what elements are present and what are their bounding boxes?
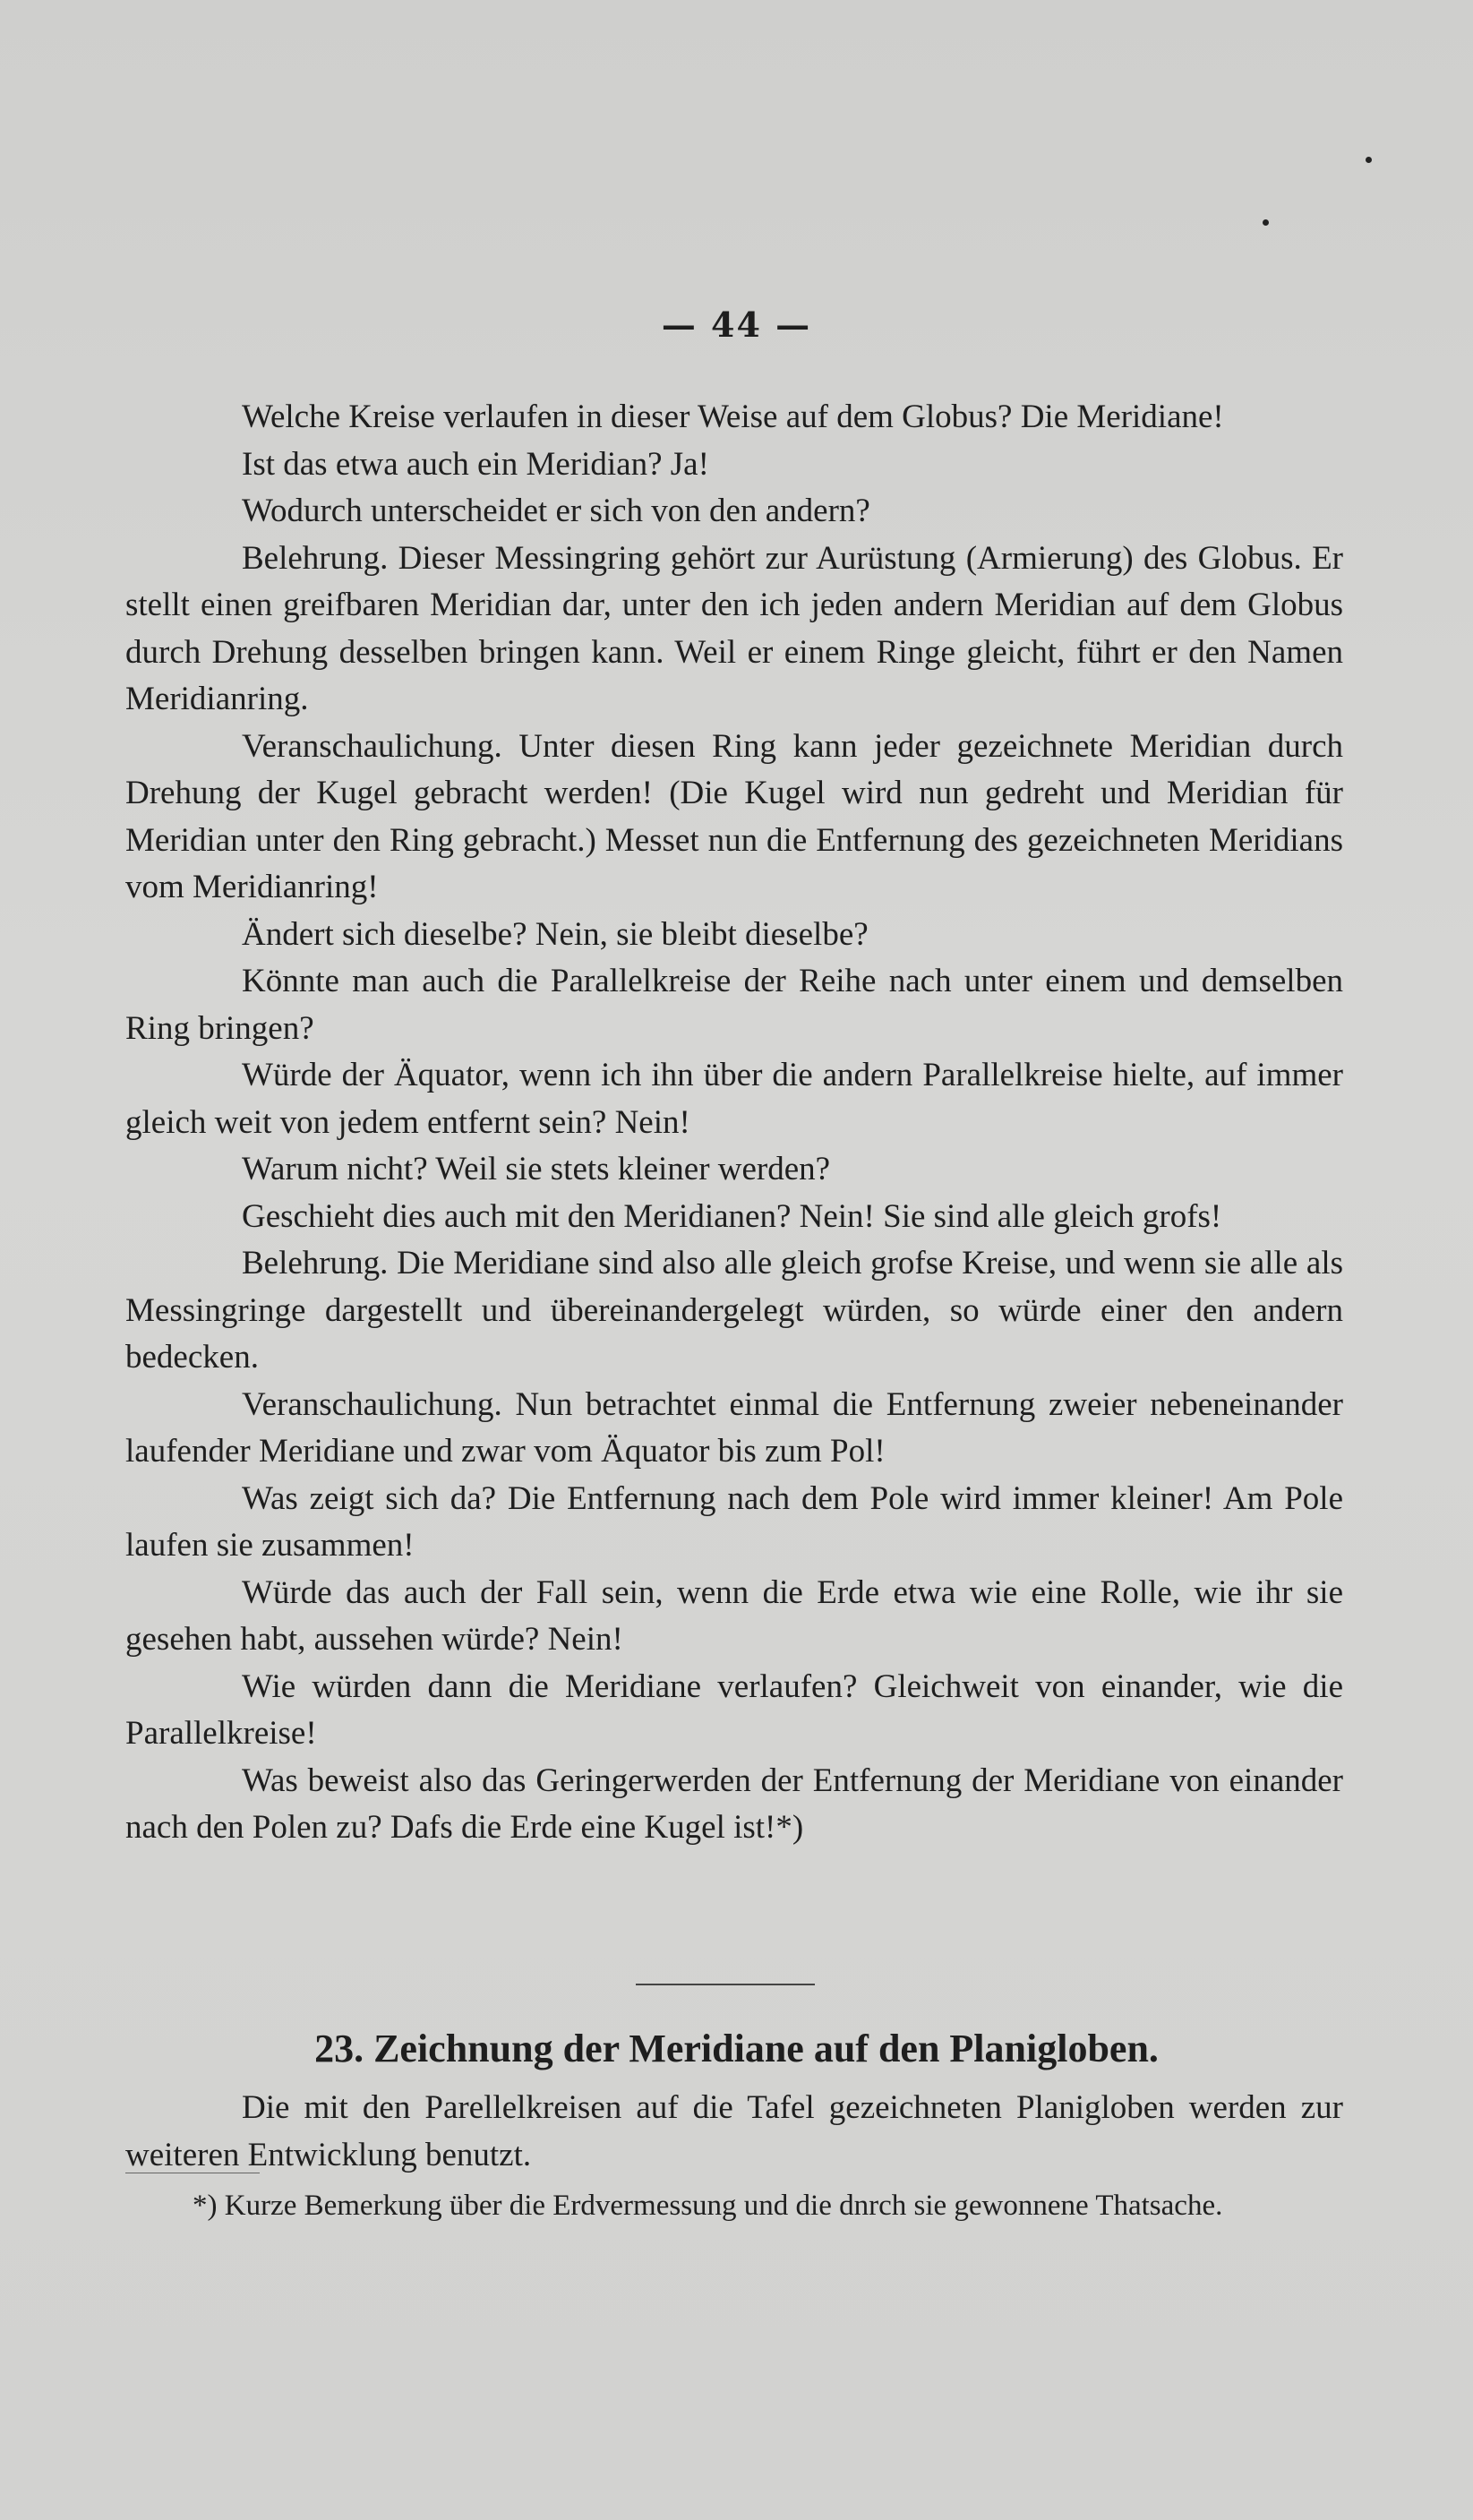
paragraph: Ändert sich dieselbe? Nein, sie bleibt dieselbe?	[242, 915, 869, 953]
paragraph: Die mit den Parellelkreisen auf die Tafel gezeichneten Planigloben werden zur weiteren Entwicklung benutzt.	[125, 2089, 1343, 2173]
body-text	[125, 394, 1343, 1852]
paragraph: Was zeigt sich da? Die Entfernung nach dem Pole wird immer kleiner! Am Pole laufen sie zusammen!	[125, 1479, 1343, 1564]
footnote	[121, 2185, 1348, 2226]
speck	[1366, 157, 1372, 163]
speck	[1263, 219, 1269, 226]
paragraph: Belehrung. Die Meridiane sind also alle gleich grofse Kreise, und wenn sie alle als Messingringe dargestellt und übereinandergelegt würden, so würde einer den andern bedecken.	[125, 1245, 1343, 1376]
paragraph: Veranschaulichung. Nun betrachtet einmal die Entfernung zweier nebeneinander laufender Meridiane und zwar vom Äquator bis zum Pol!	[125, 1385, 1343, 1470]
paragraph: Ist das etwa auch ein Meridian? Ja!	[242, 445, 709, 483]
paragraph: Veranschaulichung. Unter diesen Ring kann jeder gezeichnete Meridian durch Drehung der Kugel gebracht werden! (Die Kugel wird nun gedreht und Meridian für Meridian unter den Ring gebracht.) Messet nun die Entfernung des gezeichneten Meridians vom Meridianring!	[125, 727, 1343, 905]
footnote-text: *) Kurze Bemerkung über die Erdvermessung und die dnrch sie gewonnene Thatsache.	[193, 2190, 1223, 2222]
paragraph: Wodurch unterscheidet er sich von den andern?	[242, 493, 870, 529]
paragraph: Könnte man auch die Parallelkreise der Reihe nach unter einem und demselben Ring bringen?	[125, 963, 1343, 1047]
section-divider	[636, 1984, 815, 1985]
section-heading: 23. Zeichnung der Meridiane auf den Planigloben.	[314, 2027, 1159, 2070]
paragraph: Wie würden dann die Meridiane verlaufen? Gleichweit von einander, wie die Parallelkreise!	[125, 1667, 1343, 1752]
paragraph: Was beweist also das Geringerwerden der Entfernung der Meridiane von einander nach den Polen zu? Dafs die Erde eine Kugel ist!*)	[125, 1761, 1343, 1846]
section-text	[125, 2085, 1343, 2179]
paragraph: Würde das auch der Fall sein, wenn die Erde etwa wie eine Rolle, wie ihr sie gesehen habt, aussehen würde? Nein!	[125, 1573, 1343, 1658]
paragraph: Geschieht dies auch mit den Meridianen? Nein! Sie sind alle gleich grofs!	[242, 1197, 1222, 1235]
page-number: — 44 —	[661, 304, 812, 345]
paragraph: Warum nicht? Weil sie stets kleiner werden?	[242, 1151, 831, 1187]
paragraph: Welche Kreise verlaufen in dieser Weise auf dem Globus? Die Meridiane!	[242, 399, 1224, 435]
paragraph: Belehrung. Dieser Messingring gehört zur Aurüstung (Armierung) des Globus. Er stellt einen greifbaren Meridian dar, unter den ich jeden andern Meridian auf dem Globus durch Drehung desselben bringen kann. Weil er einem Ringe gleicht, führt er den Namen Meridianring.	[125, 539, 1343, 717]
paragraph: Würde der Äquator, wenn ich ihn über die andern Parallelkreise hielte, auf immer gleich weit von jedem entfernt sein? Nein!	[125, 1057, 1343, 1141]
